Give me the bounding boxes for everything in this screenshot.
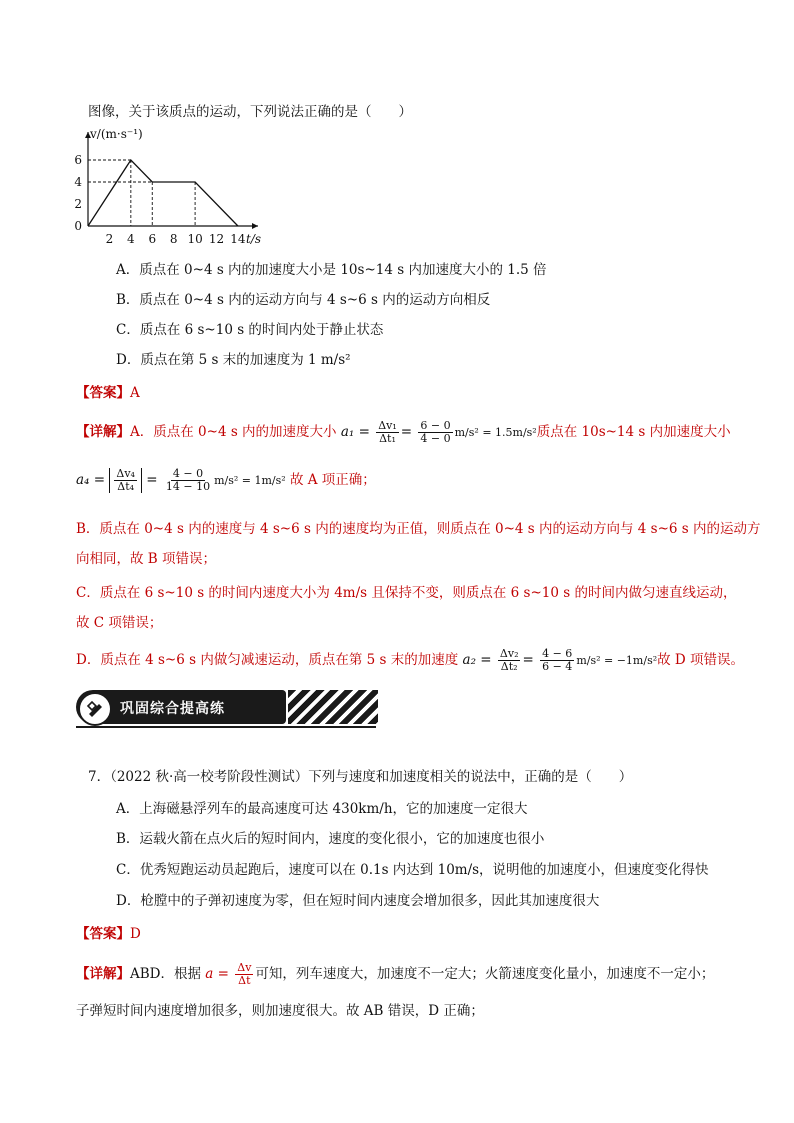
a1-num: Δv₁ xyxy=(378,419,397,432)
a4-tail: 故 A 项正确； xyxy=(289,472,376,488)
a4-den2: 14 − 10 xyxy=(165,480,211,493)
q7-option-c: C．优秀短跑运动员起跑后，速度可以在 0.1s 内达到 10m/s，说明他的加速度小，但速度变化得快 xyxy=(116,862,709,878)
detail-tag: 【详解】 xyxy=(76,966,130,982)
answer-tag: 【答案】 xyxy=(76,385,130,401)
x-tick-label: 14 xyxy=(230,232,246,246)
q6-option-b: B．质点在 0~4 s 内的运动方向与 4 s~6 s 内的运动方向相反 xyxy=(116,292,491,308)
a4-den: Δt₄ xyxy=(117,480,135,493)
a1-den: Δt₁ xyxy=(379,432,396,445)
q6-option-a: A．质点在 0~4 s 内的加速度大小是 10s~14 s 内加速度大小的 1.5 倍 xyxy=(116,262,547,278)
q7-option-b: B．运载火箭在点火后的短时间内，速度的变化很小，它的加速度也很小 xyxy=(116,831,545,847)
a2-result: m/s² = −1m/s² xyxy=(576,654,658,667)
a1-result: m/s² = 1.5m/s² xyxy=(454,426,537,439)
a1-symbol: a₁ = xyxy=(340,424,370,440)
a1-fraction-2 xyxy=(418,420,452,445)
a4-symbol: a₄ = xyxy=(76,472,106,488)
velocity-series-line xyxy=(88,160,238,226)
q6-detail-d: D．质点在 4 s~6 s 内做匀减速运动，质点在第 5 s 末的加速度 a₂ = $\frac{\text{Δv₂}}{\text{Δt₂}}$ = $\frac{4 - 6}{6 - 4}$ m/s² = −1m/s²故 D 项错误。 xyxy=(76,647,745,673)
x-axis-label: t/s xyxy=(246,232,262,246)
y-tick-label: 6 xyxy=(74,153,82,167)
pencil-ruler-icon xyxy=(78,692,112,726)
answer-tag: 【答案】 xyxy=(76,926,130,942)
a2-fraction-2 xyxy=(540,648,574,673)
y-tick-label: 0 xyxy=(74,219,82,233)
detail-pre: ABD．根据 xyxy=(130,966,201,982)
a2-den2: 6 − 4 xyxy=(542,660,573,673)
q6-detail-c-line2: 故 C 项错误； xyxy=(76,615,163,631)
q6-detail-b-line1: B．质点在 0~4 s 内的速度与 4 s~6 s 内的速度均为正值，则质点在 0~4 s 内的运动方向与 4 s~6 s 内的运动方 xyxy=(76,521,761,537)
y-tick-label: 2 xyxy=(74,197,82,211)
a1-fraction xyxy=(376,420,399,445)
a-fraction xyxy=(235,962,253,987)
a-symbol: a = xyxy=(205,966,229,982)
answer-value: D xyxy=(130,926,141,942)
a1-num2: 6 − 0 xyxy=(420,419,451,432)
q6-option-d: D．质点在第 5 s 末的加速度为 1 m/s² xyxy=(116,352,351,368)
detail-post: 可知，列车速度大，加速度不一定大；火箭速度变化量小，加速度不一定小； xyxy=(255,966,715,982)
detail-tag: 【详解】 xyxy=(76,424,130,440)
answer-value: A xyxy=(130,385,140,401)
a4-num2: 4 − 0 xyxy=(172,467,204,480)
a4-num: Δv₄ xyxy=(116,467,135,480)
a-num: Δv xyxy=(237,961,252,974)
detail-a-text: A．质点在 0~4 s 内的加速度大小 xyxy=(130,424,337,440)
q6-detail-a4: a₄ = $\frac{\text{Δv₄}}{\text{Δt₄}}$ = $\frac{4 - 0}{14 - 10}$ m/s² = 1m/s² 故 A 项正确； xyxy=(76,467,376,493)
x-tick-label: 4 xyxy=(127,232,135,246)
a1-den2: 4 − 0 xyxy=(420,432,451,445)
a2-den: Δt₂ xyxy=(500,660,518,673)
x-tick-label: 10 xyxy=(187,232,203,246)
q6-stem: 图像，关于该质点的运动，下列说法正确的是（ ） xyxy=(88,104,412,120)
a2-symbol: a₂ = xyxy=(462,652,492,668)
q7-option-d: D．枪膛中的子弹初速度为零，但在短时间内速度会增加很多，因此其加速度很大 xyxy=(116,893,600,909)
q6-detail-b-line2: 向相同，故 B 项错误； xyxy=(76,551,217,567)
a2-num: Δv₂ xyxy=(499,647,519,660)
x-tick-label: 8 xyxy=(169,232,178,246)
a1-eq: = xyxy=(400,424,413,440)
q6-answer xyxy=(76,384,140,402)
section-banner xyxy=(76,688,296,728)
y-axis-label: v/(m·s⁻¹) xyxy=(90,128,143,141)
x-tick-label: 2 xyxy=(105,232,114,246)
y-tick-label: 4 xyxy=(74,175,82,189)
banner-stripes xyxy=(288,690,378,724)
q6-option-c: C．质点在 6 s~10 s 的时间内处于静止状态 xyxy=(116,322,384,338)
a4-abs xyxy=(109,468,142,493)
q6-detail-c-line1: C．质点在 6 s~10 s 的时间内速度大小为 4m/s 且保持不变，则质点在 6 s~10 s 的时间内做匀速直线运动， xyxy=(76,585,737,601)
a4-fraction xyxy=(114,468,137,493)
a4-fraction-2 xyxy=(164,468,212,493)
detail-a-tail: 质点在 10s~14 s 内加速度大小 xyxy=(536,424,731,440)
a-den: Δt xyxy=(238,974,251,987)
x-axis-arrow xyxy=(252,223,258,229)
q7-detail-line1 xyxy=(76,962,714,987)
banner-underline xyxy=(76,726,376,728)
vt-graph xyxy=(60,128,280,248)
q7-option-a: A．上海磁悬浮列车的最高速度可达 430km/h，它的加速度一定很大 xyxy=(116,801,528,817)
q7-answer xyxy=(76,925,141,943)
q6-detail-a xyxy=(76,420,731,445)
q7-detail-line2: 子弹短时间内速度增加很多，则加速度很大。故 AB 错误，D 正确； xyxy=(76,1003,484,1019)
q7-stem: 7．（2022 秋·高一校考阶段性测试）下列与速度和加速度相关的说法中，正确的是（ ） xyxy=(88,769,633,785)
banner-title: 巩固综合提高练 xyxy=(120,701,225,717)
x-tick-label: 6 xyxy=(148,232,157,246)
a2-fraction xyxy=(498,648,521,673)
detail-d-text: D．质点在 4 s~6 s 内做匀减速运动，质点在第 5 s 末的加速度 xyxy=(76,652,459,668)
x-tick-label: 12 xyxy=(208,232,225,246)
a4-result: m/s² = 1m/s² xyxy=(214,474,286,487)
detail-d-tail: 故 D 项错误。 xyxy=(657,652,745,668)
a2-num2: 4 − 6 xyxy=(542,647,573,660)
